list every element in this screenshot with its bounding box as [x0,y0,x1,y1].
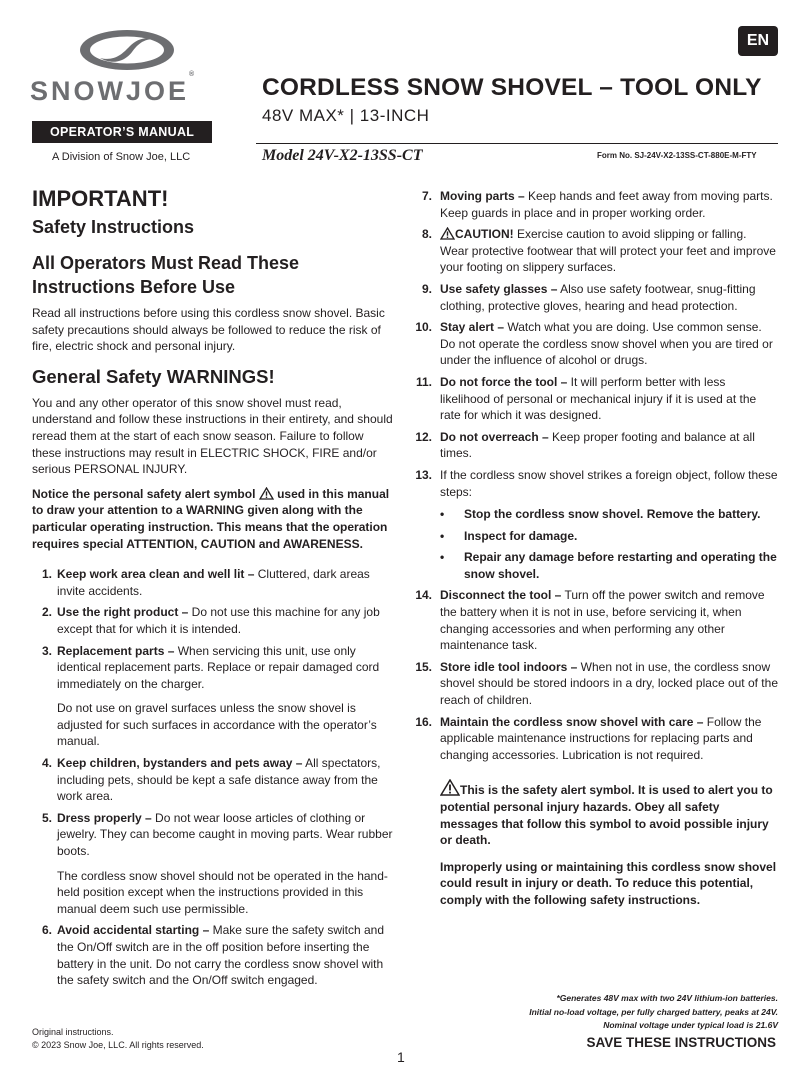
list-item: 16. Maintain the cordless snow shovel with care – Follow the applicable maintenance instructions for replacing parts and changing accessories. Lubrication is not required. [415,714,762,762]
header-divider [256,143,778,144]
step-item: • Repair any damage before restarting and operating the snow shovel. [440,549,778,582]
brand-wordmark: SNOWJOE® [30,71,195,106]
foreign-object-steps [440,506,778,582]
safety-alert-icon [259,487,274,500]
list-item: 9. Use safety glasses – Also use safety footwear, snug-fitting clothing, protective gloves, hearing and head protection. [421,281,756,313]
list-item: 14. Disconnect the tool – Turn off the power switch and remove the battery when it is not in use, before servicing it, when changing accessories and when performing any other maintenance task. [415,588,765,653]
language-badge: EN [738,26,778,56]
snowjoe-emblem-icon [78,28,176,72]
form-number: Form No. SJ-24V-X2-13SS-CT-880E-M-FTY [597,151,757,160]
list-item: 10. Stay alert – Watch what you are doing. Use common sense. Do not operate the cordless snow shovel when you are tired or under the influence of alcohol or drugs. [415,320,773,368]
safety-alert-block [440,779,778,908]
notice-paragraph: Notice the personal safety alert symbol used in this manual to draw your attention to a WARNING given along with the particular operating instruction. This means that the operation requires special ATTENTION, CAUTION and AWARENESS. [32,486,390,551]
copyright-block: Original instructions. © 2023 Snow Joe, LLC. All rights reserved. [32,1027,204,1050]
all-operators-heading: All Operators Must Read These Instructions Before Use [32,253,300,297]
step-item: • Inspect for damage. [440,528,778,545]
page-title: CORDLESS SNOW SHOVEL – TOOL ONLY [262,74,762,101]
list-item: 1. Keep work area clean and well lit – Cluttered, dark areas invite accidents. [41,567,370,598]
list-item: 12. Do not overreach – Keep proper footing and balance at all times. [415,429,755,461]
list-item: 3. Replacement parts – When servicing this unit, use only identical replacement parts. Replace or repair damaged cord immediately on the charger. Do not use on gravel surfaces unless the snow shovel is adjusted for such surfaces in accordance with the operator’s manual. [41,643,380,749]
list-item: 5. Dress properly – Do not wear loose articles of clothing or jewelry. They can become caught in moving parts. Wear rubber boots. The cordless snow shovel should not be operated in the hand-held position except when the instructions provided in this manual deem such use permissible. [41,810,393,916]
page-number: 1 [397,1049,405,1065]
list-item: 11. Do not force the tool – It will perform better with less likelihood of personal or mechanical injury if it is used at the rate for which it was designed. [415,374,757,423]
safety-alert-symbol-icon [440,779,460,796]
right-column [416,188,778,909]
page-subtitle: 48V MAX* | 13-INCH [262,106,430,125]
list-item: 2. Use the right product – Do not use this machine for any job except that for which it is intended. [41,605,380,636]
left-column [32,186,394,994]
snowjoe-logo [30,28,230,108]
save-instructions: SAVE THESE INSTRUCTIONS [586,1035,776,1050]
list-item: 15. Store idle tool indoors – When not in use, the cordless snow shovel should be stored indoors in a dry, locked place out of the reach of children. [415,659,778,708]
list-item: 13. If the cordless snow shovel strikes a foreign object, follow these steps: • Stop the cordless snow shovel. Remove the battery. • Inspect for damage. • Repair any damage before restarting and operating the snow shovel. [416,467,778,583]
caution-alert-icon [440,227,455,240]
safety-instructions-heading: Safety Instructions [32,217,195,237]
operators-manual-banner: OPERATOR’S MANUAL [32,121,212,143]
model-number: Model 24V-X2-13SS-CT [262,147,423,164]
list-item: 4. Keep children, bystanders and pets away – All spectators, including pets, should be kept a safe distance away from the work area. [41,756,381,804]
list-item: 7. Moving parts – Keep hands and feet away from moving parts. Keep guards in place and in proper working order. [421,189,773,220]
alert-symbol-text: This is the safety alert symbol. It is used to alert you to potential personal injury hazards. Obey all safety messages that follow this symbol to avoid possible injury or death. [440,783,773,848]
right-safety-list [416,188,778,763]
voltage-footnote: *Generates 48V max with two 24V lithium-ion batteries. Initial no-load voltage, per fully charged battery, peaks at 24V. Nominal voltage under typical load is 21.6V [529,993,778,1030]
intro-paragraph: Read all instructions before using this cordless snow shovel. Basic safety precautions should always be followed to reduce the risk of fire, electric shock and personal injury. [32,306,385,354]
list-item: 8. CAUTION! Exercise caution to avoid slipping or falling. Wear protective footwear that will protect your feet and improve your footing on slippery surfaces. [421,227,776,275]
left-safety-list [32,566,394,989]
general-paragraph: You and any other operator of this snow shovel must read, understand and follow these instructions in their entirety, and should reread them at the start of each snow season. Failure to follow these instructions may result in ELECTRIC SHOCK, FIRE and/or serious PERSONAL INJURY. [32,395,393,477]
improper-use-text: Improperly using or maintaining this cordless snow shovel could result in injury or death. To reduce this potential, comply with the following safety instructions. [440,859,777,907]
general-warnings-heading: General Safety WARNINGS! [32,365,275,387]
division-text: A Division of Snow Joe, LLC [52,151,191,163]
list-item: 6. Avoid accidental starting – Make sure the safety switch and the On/Off switch are in the off position before inserting the battery in the unit. Do not carry the cordless snow shovel with the safety switch and the On/Off switch engaged. [41,923,385,988]
step-item: • Stop the cordless snow shovel. Remove the battery. [440,506,778,523]
important-heading: IMPORTANT! [32,186,169,211]
